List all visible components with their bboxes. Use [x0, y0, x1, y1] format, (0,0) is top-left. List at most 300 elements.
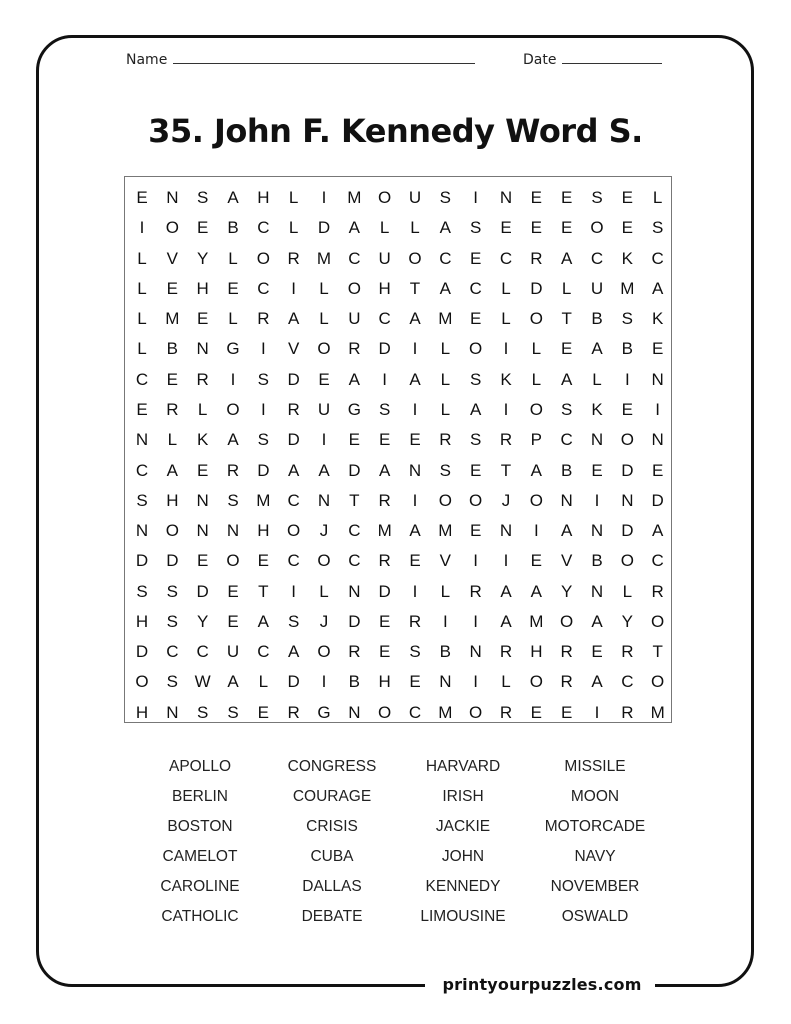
grid-cell[interactable]: R — [651, 581, 664, 601]
grid-cell[interactable]: O — [651, 611, 665, 631]
grid-cell[interactable]: D — [530, 278, 543, 298]
grid-cell[interactable]: C — [651, 551, 664, 571]
grid-cell[interactable]: E — [621, 399, 633, 419]
grid-cell[interactable]: N — [196, 490, 209, 510]
grid-cell[interactable]: N — [590, 521, 604, 541]
grid-cell[interactable]: I — [412, 581, 418, 601]
grid-cell[interactable]: E — [560, 188, 573, 207]
grid-cell[interactable]: A — [227, 430, 239, 450]
grid-cell[interactable]: N — [590, 430, 604, 450]
grid-cell[interactable]: I — [503, 399, 509, 419]
grid-cell[interactable]: C — [560, 430, 573, 450]
grid-cell[interactable]: C — [499, 248, 513, 268]
grid-cell[interactable]: L — [561, 278, 572, 298]
grid-cell[interactable]: O — [317, 339, 331, 359]
grid-cell[interactable]: C — [257, 278, 270, 298]
grid-cell[interactable]: L — [440, 339, 451, 359]
grid-cell[interactable]: O — [529, 399, 543, 419]
grid-cell[interactable]: T — [409, 278, 421, 298]
grid-cell[interactable]: H — [166, 490, 179, 510]
grid-cell[interactable]: O — [256, 248, 270, 268]
grid-cell[interactable]: K — [621, 248, 633, 268]
grid-cell[interactable]: N — [348, 702, 361, 722]
grid-cell[interactable]: L — [652, 188, 663, 207]
grid-cell[interactable]: E — [409, 551, 421, 571]
grid-cell[interactable]: L — [379, 218, 390, 238]
grid-cell[interactable]: O — [469, 702, 483, 722]
grid-cell[interactable]: D — [135, 551, 149, 571]
grid-cell[interactable]: A — [469, 399, 482, 419]
grid-cell[interactable]: L — [622, 581, 633, 601]
grid-cell[interactable]: R — [287, 702, 300, 722]
grid-cell[interactable]: A — [409, 309, 421, 329]
grid-cell[interactable]: E — [227, 611, 239, 631]
grid-cell[interactable]: G — [317, 702, 331, 722]
grid-cell[interactable]: C — [257, 218, 270, 238]
grid-cell[interactable]: A — [227, 188, 239, 207]
grid-cell[interactable]: A — [500, 581, 512, 601]
grid-cell[interactable]: T — [500, 460, 512, 480]
grid-cell[interactable]: K — [196, 430, 209, 450]
grid-cell[interactable]: A — [166, 460, 178, 480]
grid-cell[interactable]: R — [287, 399, 300, 419]
grid-cell[interactable]: S — [409, 642, 421, 662]
grid-cell[interactable]: N — [499, 521, 513, 541]
grid-cell[interactable]: K — [651, 309, 664, 329]
grid-cell[interactable]: O — [287, 521, 301, 541]
grid-cell[interactable]: D — [651, 490, 664, 510]
grid-cell[interactable]: L — [197, 399, 208, 419]
grid-cell[interactable]: D — [196, 581, 209, 601]
grid-cell[interactable]: B — [439, 642, 451, 662]
grid-cell[interactable]: S — [257, 430, 269, 450]
grid-cell[interactable]: I — [412, 339, 418, 359]
grid-cell[interactable]: T — [652, 642, 663, 662]
grid-cell[interactable]: D — [378, 581, 391, 601]
grid-cell[interactable]: L — [440, 581, 451, 601]
grid-cell[interactable]: S — [196, 188, 209, 207]
grid-cell[interactable]: E — [257, 551, 269, 571]
grid-cell[interactable]: A — [651, 278, 664, 298]
grid-cell[interactable]: L — [531, 369, 542, 389]
grid-cell[interactable]: A — [409, 369, 421, 389]
grid-cell[interactable]: A — [560, 521, 573, 541]
grid-cell[interactable]: S — [560, 399, 573, 419]
grid-cell[interactable]: D — [348, 460, 361, 480]
grid-cell[interactable]: N — [408, 460, 422, 480]
grid-cell[interactable]: M — [256, 490, 271, 510]
grid-cell[interactable]: N — [166, 188, 179, 207]
grid-cell[interactable]: M — [438, 521, 453, 541]
grid-cell[interactable]: B — [591, 551, 603, 571]
grid-cell[interactable]: D — [287, 369, 300, 389]
grid-cell[interactable]: O — [317, 642, 331, 662]
grid-cell[interactable]: E — [378, 430, 391, 450]
grid-cell[interactable]: U — [226, 642, 240, 662]
grid-cell[interactable]: H — [530, 642, 543, 662]
grid-cell[interactable]: B — [591, 309, 603, 329]
grid-cell[interactable]: L — [592, 369, 602, 389]
grid-cell[interactable]: M — [529, 611, 544, 631]
grid-cell[interactable]: A — [439, 218, 451, 238]
grid-cell[interactable]: S — [136, 490, 148, 510]
grid-cell[interactable]: O — [165, 521, 179, 541]
grid-cell[interactable]: L — [258, 672, 269, 692]
grid-cell[interactable]: C — [166, 642, 179, 662]
grid-cell[interactable]: M — [438, 309, 453, 329]
grid-cell[interactable]: E — [166, 369, 178, 389]
grid-cell[interactable]: S — [166, 611, 178, 631]
grid-cell[interactable]: V — [560, 551, 573, 571]
grid-cell[interactable]: D — [257, 460, 270, 480]
grid-cell[interactable]: A — [378, 460, 391, 480]
grid-cell[interactable]: N — [135, 430, 149, 450]
grid-cell[interactable]: I — [260, 399, 266, 419]
grid-cell[interactable]: N — [469, 642, 482, 662]
grid-cell[interactable]: T — [561, 309, 572, 329]
grid-cell[interactable]: L — [137, 339, 147, 359]
grid-cell[interactable]: E — [166, 278, 178, 298]
grid-cell[interactable]: A — [530, 581, 542, 601]
grid-cell[interactable]: E — [227, 278, 239, 298]
grid-cell[interactable]: C — [287, 551, 300, 571]
grid-cell[interactable]: C — [651, 248, 664, 268]
grid-cell[interactable]: I — [473, 188, 479, 207]
grid-cell[interactable]: A — [500, 611, 512, 631]
grid-cell[interactable]: A — [591, 672, 603, 692]
grid-cell[interactable]: O — [165, 218, 179, 238]
grid-cell[interactable]: I — [321, 672, 327, 692]
grid-cell[interactable]: O — [378, 702, 392, 722]
grid-cell[interactable]: L — [410, 218, 420, 238]
grid-cell[interactable]: S — [287, 611, 300, 631]
grid-cell[interactable]: Y — [621, 611, 633, 631]
grid-cell[interactable]: I — [594, 702, 600, 722]
grid-cell[interactable]: J — [319, 521, 329, 541]
date-line[interactable] — [562, 62, 662, 64]
grid-cell[interactable]: Y — [560, 581, 573, 601]
grid-cell[interactable]: D — [317, 218, 331, 238]
grid-cell[interactable]: C — [590, 248, 604, 268]
grid-cell[interactable]: H — [135, 702, 149, 722]
grid-cell[interactable]: I — [473, 672, 479, 692]
grid-cell[interactable]: S — [469, 218, 482, 238]
grid-cell[interactable]: C — [135, 369, 149, 389]
grid-cell[interactable]: I — [412, 490, 418, 510]
grid-cell[interactable]: R — [257, 309, 270, 329]
grid-cell[interactable]: L — [137, 248, 147, 268]
grid-cell[interactable]: N — [226, 521, 240, 541]
grid-cell[interactable]: N — [135, 521, 149, 541]
grid-cell[interactable]: S — [469, 430, 482, 450]
grid-cell[interactable]: E — [651, 460, 664, 480]
grid-cell[interactable]: Y — [196, 611, 209, 631]
grid-cell[interactable]: I — [412, 399, 418, 419]
grid-cell[interactable]: C — [621, 672, 634, 692]
grid-cell[interactable]: R — [287, 248, 300, 268]
grid-cell[interactable]: L — [137, 309, 147, 329]
grid-cell[interactable]: R — [196, 369, 209, 389]
grid-cell[interactable]: E — [560, 702, 573, 722]
grid-cell[interactable]: N — [439, 672, 452, 692]
grid-cell[interactable]: I — [533, 521, 539, 541]
grid-cell[interactable]: I — [624, 369, 630, 389]
grid-cell[interactable]: E — [348, 430, 360, 450]
grid-cell[interactable]: E — [196, 460, 209, 480]
grid-cell[interactable]: S — [621, 309, 633, 329]
grid-cell[interactable]: L — [501, 278, 511, 298]
grid-cell[interactable]: U — [348, 309, 361, 329]
grid-cell[interactable]: S — [136, 581, 148, 601]
grid-cell[interactable]: I — [291, 581, 297, 601]
grid-cell[interactable]: O — [651, 672, 665, 692]
grid-cell[interactable]: O — [469, 490, 483, 510]
grid-cell[interactable]: E — [621, 218, 633, 238]
grid-cell[interactable]: N — [196, 339, 209, 359]
grid-cell[interactable]: E — [136, 399, 148, 419]
grid-cell[interactable]: E — [136, 188, 148, 207]
grid-cell[interactable]: H — [257, 188, 270, 207]
grid-cell[interactable]: E — [530, 702, 542, 722]
grid-cell[interactable]: D — [348, 611, 361, 631]
grid-cell[interactable]: A — [287, 460, 300, 480]
grid-cell[interactable]: S — [439, 460, 451, 480]
grid-cell[interactable]: N — [348, 581, 361, 601]
grid-cell[interactable]: L — [228, 309, 238, 329]
grid-cell[interactable]: J — [501, 490, 511, 510]
grid-cell[interactable]: I — [382, 369, 388, 389]
grid-cell[interactable]: I — [442, 611, 448, 631]
grid-cell[interactable]: I — [291, 278, 297, 298]
grid-cell[interactable]: M — [347, 188, 362, 207]
grid-cell[interactable]: D — [621, 460, 634, 480]
grid-cell[interactable]: A — [287, 309, 300, 329]
grid-cell[interactable]: O — [135, 672, 149, 692]
grid-cell[interactable]: D — [621, 521, 634, 541]
grid-cell[interactable]: H — [196, 278, 209, 298]
grid-cell[interactable]: A — [348, 218, 360, 238]
grid-cell[interactable]: R — [166, 399, 179, 419]
grid-cell[interactable]: A — [227, 672, 239, 692]
grid-cell[interactable]: E — [196, 309, 209, 329]
grid-cell[interactable]: I — [655, 399, 661, 419]
grid-cell[interactable]: A — [439, 278, 451, 298]
grid-cell[interactable]: S — [469, 369, 482, 389]
grid-cell[interactable]: B — [560, 460, 573, 480]
grid-cell[interactable]: O — [408, 248, 422, 268]
grid-cell[interactable]: L — [137, 278, 147, 298]
grid-cell[interactable]: S — [227, 702, 239, 722]
grid-cell[interactable]: E — [591, 642, 603, 662]
grid-cell[interactable]: L — [288, 188, 299, 207]
grid-cell[interactable]: E — [196, 551, 209, 571]
grid-cell[interactable]: E — [318, 369, 330, 389]
grid-cell[interactable]: A — [287, 642, 300, 662]
grid-cell[interactable]: L — [167, 430, 178, 450]
grid-cell[interactable]: N — [560, 490, 573, 510]
grid-cell[interactable]: I — [321, 188, 327, 207]
grid-cell[interactable]: O — [378, 188, 392, 207]
grid-cell[interactable]: S — [196, 702, 209, 722]
grid-cell[interactable]: O — [438, 490, 452, 510]
grid-cell[interactable]: N — [590, 581, 604, 601]
grid-cell[interactable]: E — [196, 218, 209, 238]
grid-cell[interactable]: S — [227, 490, 239, 510]
grid-cell[interactable]: S — [166, 672, 178, 692]
grid-cell[interactable]: S — [651, 218, 664, 238]
grid-cell[interactable]: C — [135, 460, 149, 480]
grid-cell[interactable]: M — [165, 309, 180, 329]
grid-cell[interactable]: M — [438, 702, 453, 722]
grid-cell[interactable]: C — [348, 521, 361, 541]
grid-cell[interactable]: I — [503, 551, 509, 571]
grid-cell[interactable]: O — [226, 551, 240, 571]
grid-cell[interactable]: C — [378, 309, 391, 329]
grid-cell[interactable]: A — [348, 369, 360, 389]
grid-cell[interactable]: E — [257, 702, 269, 722]
grid-cell[interactable]: L — [319, 581, 329, 601]
grid-cell[interactable]: I — [230, 369, 236, 389]
grid-cell[interactable]: C — [196, 642, 209, 662]
grid-cell[interactable]: E — [469, 521, 482, 541]
grid-cell[interactable]: A — [591, 339, 603, 359]
grid-cell[interactable]: R — [621, 642, 634, 662]
grid-cell[interactable]: L — [228, 248, 238, 268]
grid-cell[interactable]: O — [469, 339, 483, 359]
grid-cell[interactable]: R — [499, 642, 513, 662]
grid-cell[interactable]: Y — [196, 248, 209, 268]
grid-cell[interactable]: E — [409, 430, 421, 450]
grid-cell[interactable]: B — [621, 339, 633, 359]
grid-cell[interactable]: I — [473, 551, 479, 571]
grid-cell[interactable]: H — [378, 278, 391, 298]
grid-cell[interactable]: I — [473, 611, 479, 631]
grid-cell[interactable]: T — [258, 581, 269, 601]
grid-cell[interactable]: C — [408, 702, 422, 722]
grid-cell[interactable]: N — [499, 188, 513, 207]
grid-cell[interactable]: S — [257, 369, 269, 389]
grid-cell[interactable]: A — [591, 611, 603, 631]
grid-cell[interactable]: N — [166, 702, 179, 722]
grid-cell[interactable]: E — [378, 611, 391, 631]
grid-cell[interactable]: O — [529, 672, 543, 692]
grid-cell[interactable]: D — [287, 430, 300, 450]
grid-cell[interactable]: B — [166, 339, 178, 359]
grid-cell[interactable]: D — [166, 551, 179, 571]
grid-cell[interactable]: A — [257, 611, 269, 631]
grid-cell[interactable]: A — [560, 369, 573, 389]
grid-cell[interactable]: M — [620, 278, 635, 298]
grid-cell[interactable]: K — [591, 399, 603, 419]
grid-cell[interactable]: V — [166, 248, 178, 268]
grid-cell[interactable]: V — [287, 339, 300, 359]
grid-cell[interactable]: L — [531, 339, 542, 359]
grid-cell[interactable]: R — [560, 672, 573, 692]
grid-cell[interactable]: I — [594, 490, 600, 510]
grid-cell[interactable]: U — [317, 399, 331, 419]
grid-cell[interactable]: A — [530, 460, 542, 480]
grid-cell[interactable]: D — [378, 339, 391, 359]
grid-cell[interactable]: N — [651, 430, 664, 450]
grid-cell[interactable]: E — [560, 339, 573, 359]
grid-cell[interactable]: T — [349, 490, 360, 510]
grid-cell[interactable]: R — [348, 339, 361, 359]
name-line[interactable] — [173, 62, 475, 64]
grid-cell[interactable]: M — [316, 248, 332, 268]
grid-cell[interactable]: R — [469, 581, 482, 601]
grid-cell[interactable]: C — [348, 248, 361, 268]
grid-cell[interactable]: I — [503, 339, 509, 359]
grid-cell[interactable]: R — [348, 642, 361, 662]
grid-cell[interactable]: E — [227, 581, 239, 601]
grid-cell[interactable]: V — [439, 551, 451, 571]
grid-cell[interactable]: L — [501, 309, 511, 329]
grid-cell[interactable]: C — [469, 278, 482, 298]
grid-cell[interactable]: L — [288, 218, 299, 238]
grid-cell[interactable]: S — [439, 188, 451, 207]
grid-cell[interactable]: N — [651, 369, 664, 389]
grid-cell[interactable]: L — [440, 369, 451, 389]
grid-cell[interactable]: R — [378, 490, 391, 510]
grid-cell[interactable]: L — [440, 399, 451, 419]
grid-cell[interactable]: E — [409, 672, 421, 692]
grid-cell[interactable]: U — [378, 248, 391, 268]
grid-cell[interactable]: C — [348, 551, 361, 571]
grid-cell[interactable]: E — [530, 218, 542, 238]
grid-cell[interactable]: A — [651, 521, 664, 541]
grid-cell[interactable]: I — [260, 339, 266, 359]
grid-cell[interactable]: O — [590, 218, 604, 238]
grid-cell[interactable]: N — [196, 521, 209, 541]
grid-cell[interactable]: E — [560, 218, 573, 238]
grid-cell[interactable]: E — [651, 339, 664, 359]
grid-cell[interactable]: R — [408, 611, 422, 631]
grid-cell[interactable]: L — [319, 278, 329, 298]
grid-cell[interactable]: E — [378, 642, 391, 662]
grid-cell[interactable]: S — [591, 188, 603, 207]
grid-cell[interactable]: H — [135, 611, 149, 631]
grid-cell[interactable]: R — [378, 551, 391, 571]
grid-cell[interactable]: E — [621, 188, 633, 207]
grid-cell[interactable]: N — [317, 490, 331, 510]
grid-cell[interactable]: G — [226, 339, 240, 359]
grid-cell[interactable]: E — [469, 460, 482, 480]
grid-cell[interactable]: C — [439, 248, 452, 268]
grid-cell[interactable]: E — [500, 218, 512, 238]
grid-cell[interactable]: R — [621, 702, 634, 722]
grid-cell[interactable]: O — [317, 551, 331, 571]
grid-cell[interactable]: A — [318, 460, 330, 480]
grid-cell[interactable]: E — [530, 188, 542, 207]
grid-cell[interactable]: E — [591, 460, 603, 480]
grid-cell[interactable]: M — [650, 702, 665, 722]
grid-cell[interactable]: D — [287, 672, 300, 692]
grid-cell[interactable]: P — [530, 430, 542, 450]
grid-cell[interactable]: O — [560, 611, 574, 631]
grid-cell[interactable]: R — [499, 702, 513, 722]
grid-cell[interactable]: R — [499, 430, 513, 450]
grid-cell[interactable]: J — [319, 611, 329, 631]
grid-cell[interactable]: O — [620, 551, 634, 571]
grid-cell[interactable]: O — [529, 490, 543, 510]
grid-cell[interactable]: O — [226, 399, 240, 419]
grid-cell[interactable]: S — [166, 581, 178, 601]
grid-cell[interactable]: I — [321, 430, 327, 450]
grid-cell[interactable]: C — [257, 642, 270, 662]
grid-cell[interactable]: O — [620, 430, 634, 450]
grid-cell[interactable]: H — [257, 521, 270, 541]
grid-cell[interactable]: R — [226, 460, 240, 480]
